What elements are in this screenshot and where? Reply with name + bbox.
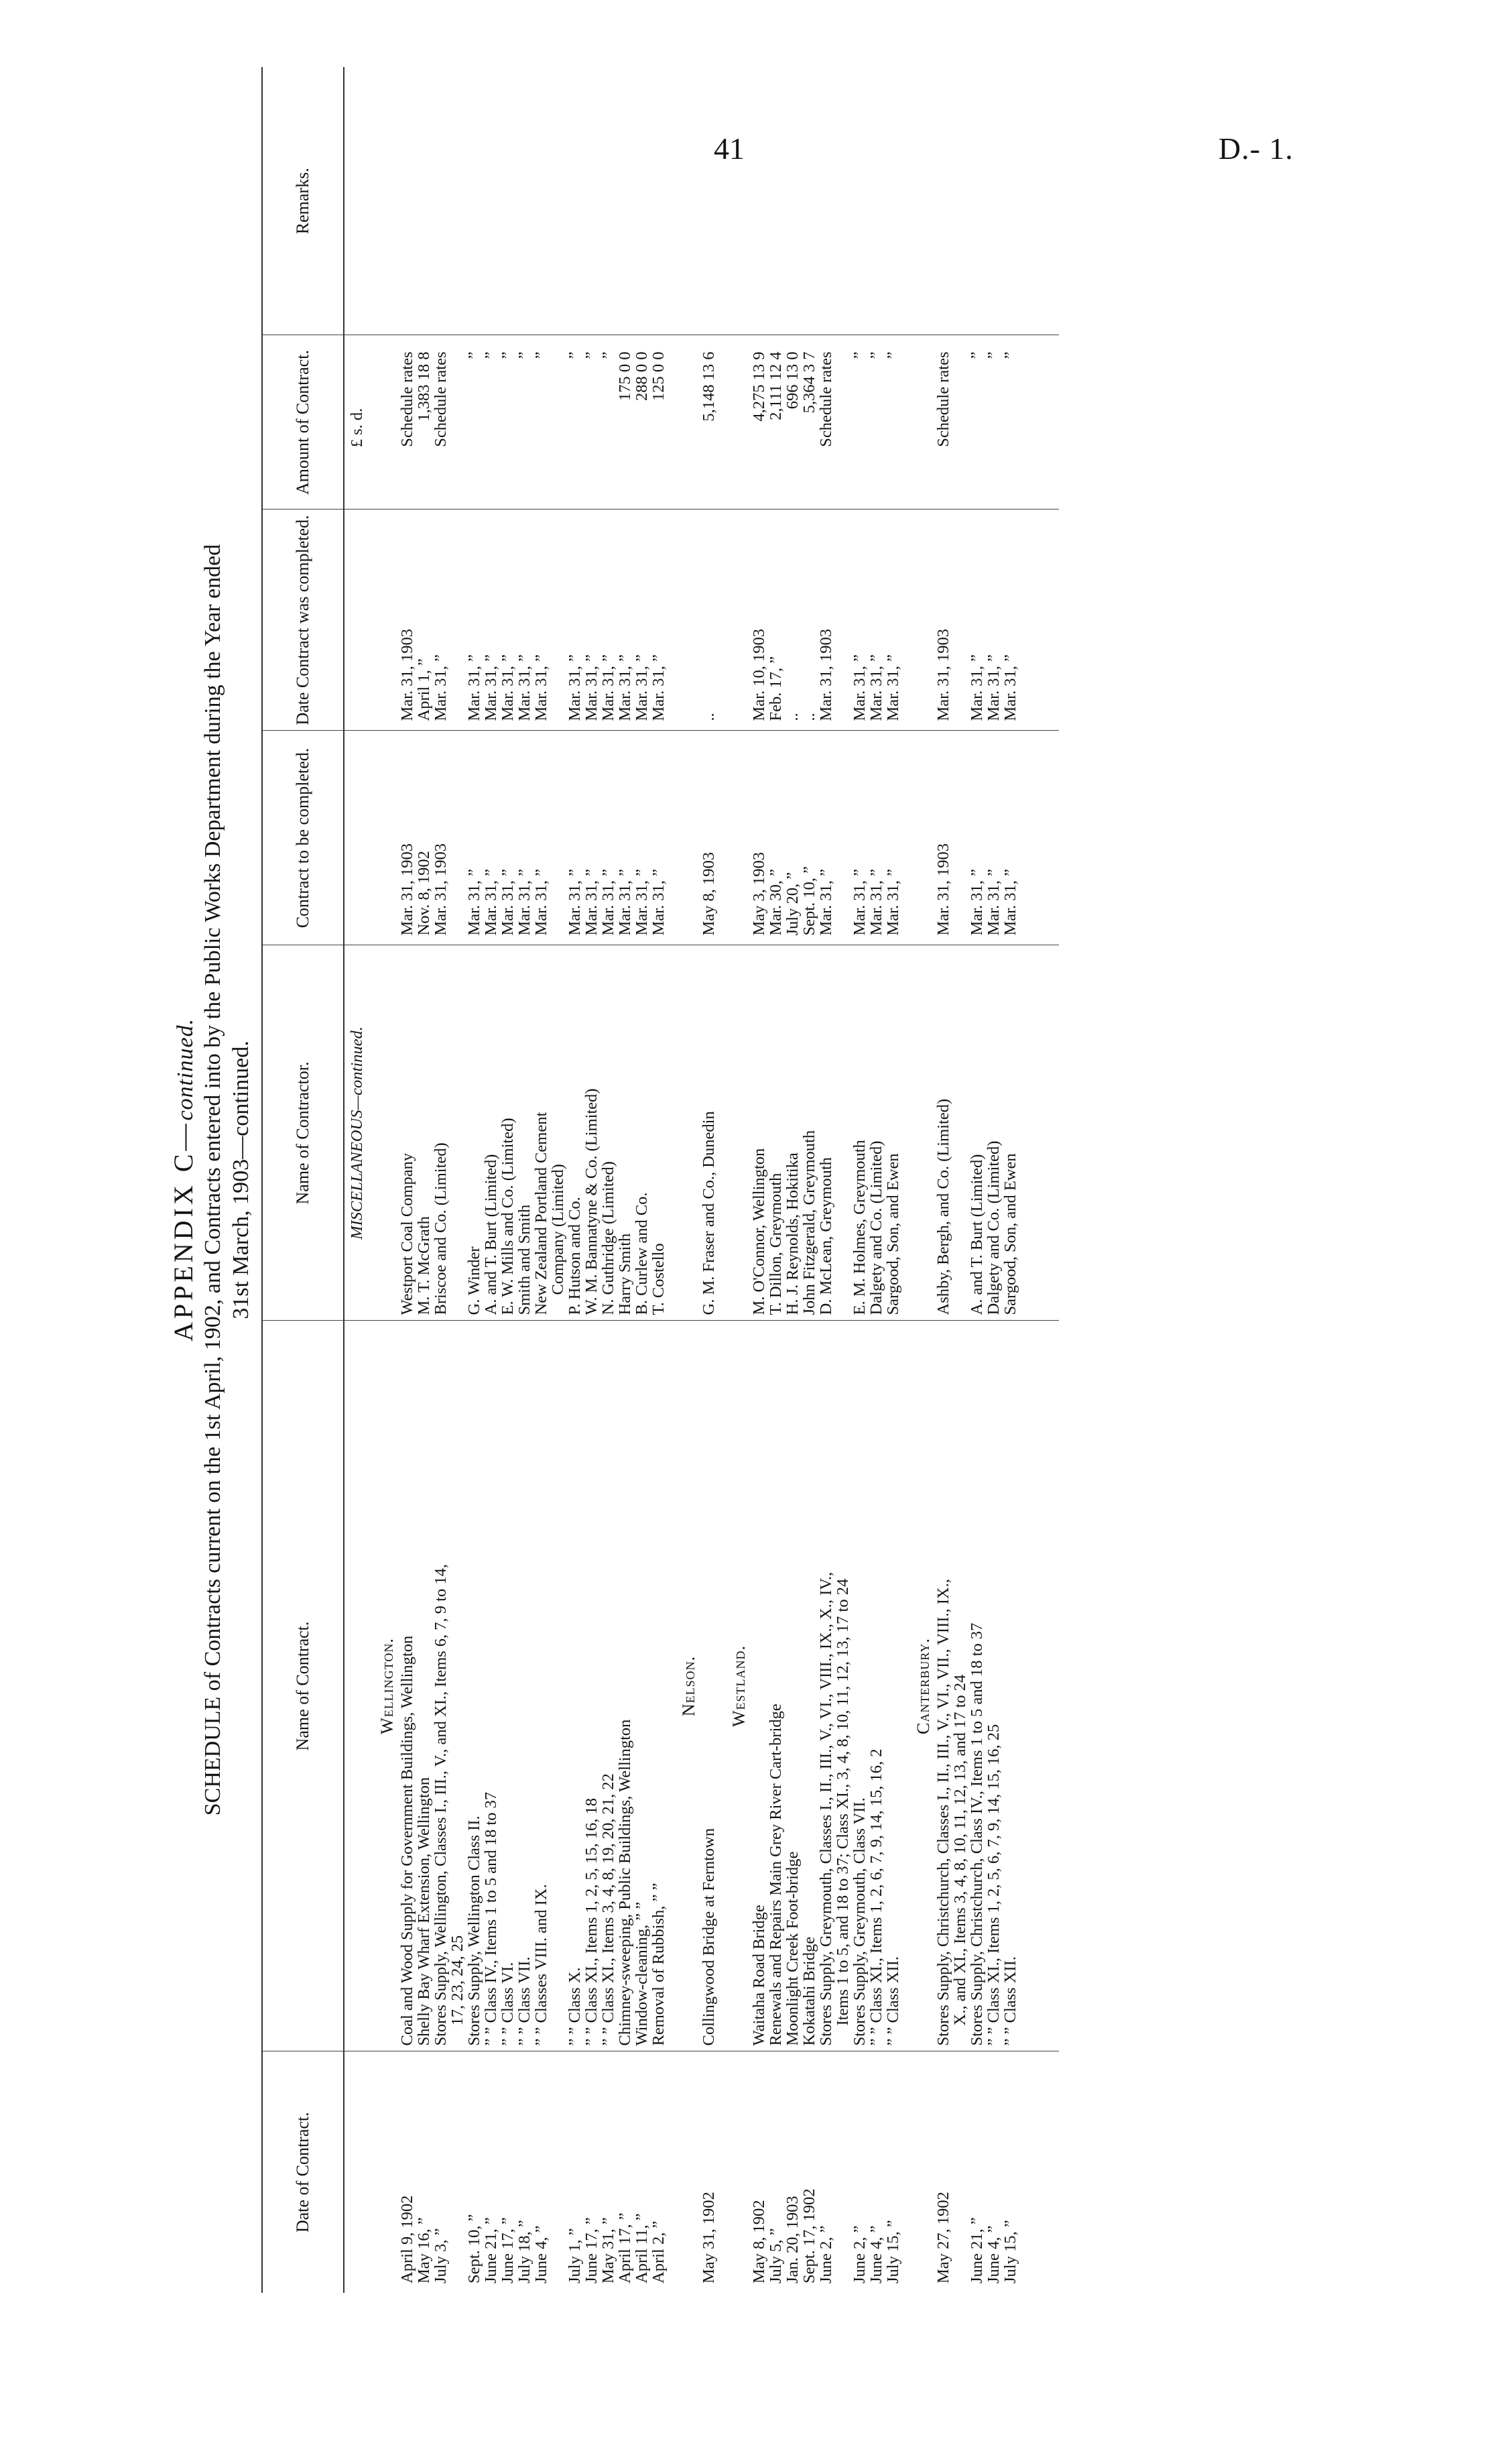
table-row bbox=[466, 67, 483, 2293]
col-header-amount: Amount of Contract. bbox=[262, 335, 344, 510]
cell-contract-name: Stores Supply, Wellington, Classes I., III., V., and XI., Items 6, 7, 9 to 14, bbox=[432, 1321, 449, 2051]
table-row bbox=[617, 67, 633, 2293]
cell-contract-name-continued: Items 1 to 5, and 18 to 37; Class XI., 3, 4, 8, 10, 11, 12, 13, 17 to 24 bbox=[834, 1578, 852, 2026]
col-header-name: Name of Contract. bbox=[262, 1321, 344, 2051]
cell-remarks bbox=[751, 67, 767, 335]
cell-date: July 15, ” bbox=[1001, 2220, 1019, 2283]
cell-date bbox=[449, 2051, 466, 2293]
cell-date: May 27, 1902 bbox=[934, 2192, 952, 2283]
cell-amount: Schedule rates bbox=[432, 335, 449, 510]
table-row bbox=[952, 67, 968, 2293]
section-heading: Wellington. bbox=[377, 1638, 397, 1734]
cell-remarks bbox=[617, 67, 633, 335]
schedule-title: SCHEDULE of Contracts current on the 1st April, 1902, and Contracts entered into by the Public Works Department during the Year ended bbox=[200, 544, 225, 1816]
cell-remarks bbox=[834, 67, 851, 335]
cell-contractor: E. W. Mills and Co. (Limited) bbox=[499, 945, 516, 1321]
header-row bbox=[262, 67, 344, 2293]
cell-to-be-completed: Mar. 31, ” bbox=[516, 731, 533, 945]
cell-amount: 5,364 3 7 bbox=[801, 335, 818, 510]
cell-contract-name: Stores Supply, Christchurch, Classes I., II., III., V., VI., VII., VIII., IX., bbox=[935, 1321, 952, 2051]
cell-contractor: Briscoe and Co. (Limited) bbox=[432, 945, 449, 1321]
schedule-title-line2: 31st March, 1903—continued. bbox=[229, 1040, 253, 1319]
cell-was-completed: Mar. 31, ” bbox=[533, 510, 550, 731]
cell-amount bbox=[550, 335, 566, 510]
cell-date: June 21, ” bbox=[968, 2217, 986, 2283]
cell-was-completed bbox=[449, 510, 466, 731]
cell-contract-name-continued: 17, 23, 24, 25 bbox=[448, 1935, 466, 2026]
cell-date: June 4, ” bbox=[532, 2225, 550, 2283]
cell-amount: 5,148 13 6 bbox=[700, 335, 717, 510]
cell-to-be-completed: Mar. 31, ” bbox=[566, 731, 583, 945]
cell-date: April 17, ” bbox=[616, 2212, 634, 2283]
cell-contractor: M. O'Connor, Wellington bbox=[751, 945, 767, 1321]
cell-contractor: Sargood, Son, and Ewen bbox=[885, 945, 901, 1321]
cell-remarks bbox=[600, 67, 617, 335]
table-row bbox=[516, 67, 533, 2293]
cell-contract-name: ” ” Class VII. bbox=[516, 1321, 533, 2051]
cell-date: Sept. 17, 1902 bbox=[800, 2188, 818, 2283]
cell-contractor: P. Hutson and Co. bbox=[566, 945, 583, 1321]
cell-amount: ” bbox=[1002, 335, 1019, 510]
cell-amount: ” bbox=[985, 335, 1002, 510]
cell-was-completed: Mar. 10, 1903 bbox=[751, 510, 767, 731]
cell-date: Sept. 10, ” bbox=[465, 2214, 483, 2283]
cell-remarks bbox=[550, 67, 566, 335]
cell-contractor: G. M. Fraser and Co., Dunedin bbox=[700, 945, 717, 1321]
table-row bbox=[834, 67, 851, 2293]
cell-was-completed: Mar. 31, ” bbox=[432, 510, 449, 731]
cell-contract-name: ” ” Class XI., Items 1, 2, 5, 15, 16, 18 bbox=[583, 1321, 600, 2051]
cell-to-be-completed: Mar. 31, ” bbox=[600, 731, 617, 945]
cell-date bbox=[952, 2051, 968, 2293]
table-row bbox=[583, 67, 600, 2293]
cell-to-be-completed: Mar. 31, ” bbox=[533, 731, 550, 945]
cell-contract-name: Stores Supply, Greymouth, Classes I., II., III., V., VI., VIII., IX., X., IV., bbox=[818, 1321, 834, 2051]
cell-contract-name: ” ” Class XII. bbox=[885, 1321, 901, 2051]
cell-contract-name: Coal and Wood Supply for Government Buildings, Wellington bbox=[399, 1321, 416, 2051]
cell-contractor: D. McLean, Greymouth bbox=[818, 945, 834, 1321]
cell-date: June 2, ” bbox=[850, 2225, 869, 2283]
table-row bbox=[985, 67, 1002, 2293]
cell-amount: ” bbox=[499, 335, 516, 510]
table-row bbox=[935, 67, 952, 2293]
cell-to-be-completed: Mar. 31, ” bbox=[885, 731, 901, 945]
cell-to-be-completed: Mar. 31, ” bbox=[466, 731, 483, 945]
table-row bbox=[784, 67, 801, 2293]
table-row bbox=[700, 67, 717, 2293]
cell-amount: ” bbox=[600, 335, 617, 510]
cell-to-be-completed: Mar. 31, ” bbox=[1002, 731, 1019, 945]
section-heading-row bbox=[365, 67, 399, 2293]
cell-contract-name: Chimney-sweeping, Public Buildings, Wellington bbox=[617, 1321, 633, 2051]
table-row bbox=[818, 67, 834, 2293]
cell-amount: 175 0 0 bbox=[617, 335, 633, 510]
table-row bbox=[868, 67, 885, 2293]
cell-to-be-completed bbox=[952, 731, 968, 945]
cell-date: May 16, ” bbox=[415, 2217, 433, 2283]
table-row bbox=[650, 67, 667, 2293]
cell-to-be-completed: Mar. 31, ” bbox=[868, 731, 885, 945]
cell-remarks bbox=[985, 67, 1002, 335]
cell-amount: Schedule rates bbox=[818, 335, 834, 510]
table-row bbox=[399, 67, 416, 2293]
cell-to-be-completed: Mar. 31, ” bbox=[483, 731, 499, 945]
cell-contractor: T. Costello bbox=[650, 945, 667, 1321]
contracts-table bbox=[261, 67, 1059, 2293]
cell-to-be-completed: Mar. 31, 1903 bbox=[432, 731, 449, 945]
cell-was-completed: Mar. 31, 1903 bbox=[399, 510, 416, 731]
table-row bbox=[851, 67, 868, 2293]
table-row bbox=[449, 67, 466, 2293]
table-row bbox=[600, 67, 617, 2293]
cell-amount: 4,275 13 9 bbox=[751, 335, 767, 510]
col-header-date: Date of Contract. bbox=[262, 2051, 344, 2293]
cell-to-be-completed bbox=[834, 731, 851, 945]
cell-contractor: New Zealand Portland Cement bbox=[533, 945, 550, 1321]
cell-amount: Schedule rates bbox=[935, 335, 952, 510]
cell-remarks bbox=[466, 67, 483, 335]
cell-date: July 18, ” bbox=[515, 2220, 533, 2283]
cell-to-be-completed: Mar. 31, ” bbox=[583, 731, 600, 945]
cell-amount bbox=[449, 335, 466, 510]
cell-contract-name: Stores Supply, Greymouth, Class VII. bbox=[851, 1321, 868, 2051]
cell-to-be-completed: Mar. 31, ” bbox=[633, 731, 650, 945]
cell-contract-name: ” ” Class XI., Items 1, 2, 6, 7, 9, 14, 15, 16, 2 bbox=[868, 1321, 885, 2051]
cell-was-completed: Mar. 31, ” bbox=[583, 510, 600, 731]
cell-was-completed: Mar. 31, ” bbox=[1002, 510, 1019, 731]
cell-to-be-completed: Mar. 31, ” bbox=[851, 731, 868, 945]
cell-date: July 1, ” bbox=[566, 2228, 584, 2283]
cell-was-completed: Mar. 31, ” bbox=[566, 510, 583, 731]
cell-to-be-completed: May 8, 1903 bbox=[700, 731, 717, 945]
cell-amount bbox=[952, 335, 968, 510]
table-end-spacer bbox=[1019, 67, 1059, 2293]
cell-remarks bbox=[416, 67, 432, 335]
cell-amount: 125 0 0 bbox=[650, 335, 667, 510]
cell-amount: ” bbox=[885, 335, 901, 510]
cell-contract-name: Moonlight Creek Foot-bridge bbox=[784, 1321, 801, 2051]
appendix-word: APPENDIX bbox=[168, 1182, 198, 1342]
cell-amount: Schedule rates bbox=[399, 335, 416, 510]
table-row bbox=[483, 67, 499, 2293]
table-row bbox=[432, 67, 449, 2293]
cell-was-completed: .. bbox=[801, 510, 818, 731]
cell-date: July 15, ” bbox=[884, 2220, 902, 2283]
cell-contract-name bbox=[834, 1321, 851, 2051]
cell-contract-name: Collingwood Bridge at Ferntown bbox=[700, 1321, 717, 2051]
cell-remarks bbox=[818, 67, 834, 335]
cell-contract-name: Window-cleaning, ” ” bbox=[633, 1321, 650, 2051]
cell-was-completed: Mar. 31, ” bbox=[600, 510, 617, 731]
table-row bbox=[885, 67, 901, 2293]
cell-remarks bbox=[633, 67, 650, 335]
cell-was-completed: .. bbox=[784, 510, 801, 731]
misc-heading: MISCELLANEOUS—continued. bbox=[348, 1026, 366, 1240]
table-row bbox=[968, 67, 985, 2293]
cell-remarks bbox=[533, 67, 550, 335]
cell-remarks bbox=[784, 67, 801, 335]
amount-units: £ s. d. bbox=[344, 335, 365, 510]
cell-remarks bbox=[483, 67, 499, 335]
cell-to-be-completed bbox=[550, 731, 566, 945]
cell-to-be-completed: Sept. 10, ” bbox=[801, 731, 818, 945]
cell-was-completed: Mar. 31, ” bbox=[466, 510, 483, 731]
cell-amount: ” bbox=[583, 335, 600, 510]
cell-amount: ” bbox=[533, 335, 550, 510]
cell-remarks bbox=[952, 67, 968, 335]
cell-contract-name: Stores Supply, Wellington Class II. bbox=[466, 1321, 483, 2051]
cell-was-completed: Feb. 17, ” bbox=[767, 510, 784, 731]
section-heading: Westland. bbox=[729, 1645, 749, 1728]
cell-remarks bbox=[1002, 67, 1019, 335]
table-row bbox=[633, 67, 650, 2293]
cell-was-completed: Mar. 31, ” bbox=[633, 510, 650, 731]
cell-was-completed bbox=[834, 510, 851, 731]
col-header-was-completed: Date Contract was completed. bbox=[262, 510, 344, 731]
cell-contractor: T. Dillon, Greymouth bbox=[767, 945, 784, 1321]
cell-to-be-completed: Mar. 31, ” bbox=[985, 731, 1002, 945]
heading bbox=[168, 67, 255, 2293]
cell-amount: ” bbox=[466, 335, 483, 510]
cell-was-completed: April 1, ” bbox=[416, 510, 432, 731]
cell-date: July 3, ” bbox=[432, 2228, 450, 2283]
cell-amount: 696 13 0 bbox=[784, 335, 801, 510]
table-row bbox=[751, 67, 767, 2293]
cell-contract-name: ” ” Class XI., Items 3, 4, 8, 19, 20, 21, 22 bbox=[600, 1321, 617, 2051]
cell-contractor: Westport Coal Company bbox=[399, 945, 416, 1321]
cell-contractor: H. J. Reynolds, Hokitika bbox=[784, 945, 801, 1321]
cell-amount: ” bbox=[566, 335, 583, 510]
cell-was-completed: Mar. 31, 1903 bbox=[818, 510, 834, 731]
cell-contractor: M. T. McGrath bbox=[416, 945, 432, 1321]
cell-remarks bbox=[935, 67, 952, 335]
cell-amount: 2,111 12 4 bbox=[767, 335, 784, 510]
cell-to-be-completed bbox=[449, 731, 466, 945]
cell-amount: ” bbox=[968, 335, 985, 510]
cell-contract-name: ” ” Classes VIII. and IX. bbox=[533, 1321, 550, 2051]
cell-date: May 31, ” bbox=[599, 2217, 617, 2283]
table-row bbox=[1002, 67, 1019, 2293]
cell-contractor bbox=[550, 945, 566, 1321]
cell-remarks bbox=[432, 67, 449, 335]
cell-date: April 11, ” bbox=[633, 2213, 651, 2283]
cell-was-completed: Mar. 31, ” bbox=[650, 510, 667, 731]
cell-date: May 8, 1902 bbox=[750, 2200, 768, 2283]
cell-contractor: E. M. Holmes, Greymouth bbox=[851, 945, 868, 1321]
cell-contractor: Sargood, Son, and Ewen bbox=[1002, 945, 1019, 1321]
cell-amount: ” bbox=[483, 335, 499, 510]
cell-amount: 1,383 18 8 bbox=[416, 335, 432, 510]
cell-remarks bbox=[968, 67, 985, 335]
cell-contract-name: Removal of Rubbish, ” ” bbox=[650, 1321, 667, 2051]
cell-was-completed: Mar. 31, 1903 bbox=[935, 510, 952, 731]
cell-to-be-completed: Mar. 31, ” bbox=[499, 731, 516, 945]
cell-contract-name: ” ” Class XI., Items 1, 2, 5, 6, 7, 9, 14, 15, 16, 25 bbox=[985, 1321, 1002, 2051]
cell-remarks bbox=[650, 67, 667, 335]
table-row bbox=[801, 67, 818, 2293]
cell-contractor bbox=[449, 945, 466, 1321]
cell-to-be-completed: Mar. 31, ” bbox=[650, 731, 667, 945]
cell-remarks bbox=[399, 67, 416, 335]
cell-amount: 288 0 0 bbox=[633, 335, 650, 510]
cell-date: June 17, ” bbox=[499, 2217, 517, 2283]
cell-was-completed bbox=[550, 510, 566, 731]
cell-was-completed: Mar. 31, ” bbox=[851, 510, 868, 731]
cell-date: May 31, 1902 bbox=[700, 2192, 718, 2283]
cell-remarks bbox=[851, 67, 868, 335]
cell-contractor: W. M. Bannatyne & Co. (Limited) bbox=[583, 945, 600, 1321]
cell-remarks bbox=[767, 67, 784, 335]
cell-was-completed: Mar. 31, ” bbox=[617, 510, 633, 731]
cell-contractor: Harry Smith bbox=[617, 945, 633, 1321]
cell-contractor: Dalgety and Co. (Limited) bbox=[985, 945, 1002, 1321]
cell-amount: ” bbox=[868, 335, 885, 510]
cell-to-be-completed: Mar. 31, ” bbox=[818, 731, 834, 945]
section-heading-row bbox=[667, 67, 700, 2293]
cell-date: April 2, ” bbox=[649, 2220, 668, 2283]
document-code: D.- 1. bbox=[1218, 131, 1294, 166]
cell-contract-name-continued: X., and XI., Items 3, 4, 8, 10, 11, 12, 13, and 17 to 24 bbox=[951, 1674, 969, 2026]
cell-was-completed bbox=[952, 510, 968, 731]
table-row bbox=[767, 67, 784, 2293]
table-row bbox=[550, 67, 566, 2293]
appendix-title bbox=[168, 67, 199, 2293]
cell-contractor: A. and T. Burt (Limited) bbox=[483, 945, 499, 1321]
cell-was-completed: Mar. 31, ” bbox=[499, 510, 516, 731]
cell-date: June 4, ” bbox=[985, 2225, 1003, 2283]
cell-was-completed: .. bbox=[700, 510, 717, 731]
cell-date: June 4, ” bbox=[867, 2225, 885, 2283]
cell-contractor: Dalgety and Co. (Limited) bbox=[868, 945, 885, 1321]
section-heading-row bbox=[901, 67, 935, 2293]
table-row bbox=[566, 67, 583, 2293]
cell-contract-name: ” ” Class VI. bbox=[499, 1321, 516, 2051]
cell-contractor: Smith and Smith bbox=[516, 945, 533, 1321]
cell-remarks bbox=[868, 67, 885, 335]
cell-was-completed: Mar. 31, ” bbox=[516, 510, 533, 731]
section-heading: Nelson. bbox=[679, 1655, 698, 1717]
units-row bbox=[344, 67, 365, 2293]
cell-was-completed: Mar. 31, ” bbox=[968, 510, 985, 731]
appendix-suffix: continued. bbox=[173, 1018, 198, 1121]
cell-contractor: John Fitzgerald, Greymouth bbox=[801, 945, 818, 1321]
cell-contract-name: Kokatahi Bridge bbox=[801, 1321, 818, 2051]
cell-contractor: G. Winder bbox=[466, 945, 483, 1321]
col-header-contractor: Name of Contractor. bbox=[262, 945, 344, 1321]
table-row bbox=[533, 67, 550, 2293]
section-heading-row bbox=[717, 67, 751, 2293]
cell-contractor bbox=[952, 945, 968, 1321]
rotated-sheet bbox=[168, 67, 1414, 2293]
cell-contract-name: Shelly Bay Wharf Extension, Wellington bbox=[416, 1321, 432, 2051]
cell-to-be-completed: Mar. 31, 1903 bbox=[935, 731, 952, 945]
cell-date: June 21, ” bbox=[482, 2217, 500, 2283]
cell-contract-name: ” ” Class X. bbox=[566, 1321, 583, 2051]
cell-amount: ” bbox=[516, 335, 533, 510]
cell-remarks bbox=[583, 67, 600, 335]
cell-date: Jan. 20, 1903 bbox=[783, 2196, 802, 2283]
cell-date: April 9, 1902 bbox=[398, 2195, 416, 2283]
appendix-letter: C— bbox=[168, 1120, 198, 1173]
cell-to-be-completed: Mar. 30, ” bbox=[767, 731, 784, 945]
cell-date: June 17, ” bbox=[582, 2217, 601, 2283]
cell-contract-name: Waitaha Road Bridge bbox=[751, 1321, 767, 2051]
cell-contractor-continued: Company (Limited) bbox=[549, 1164, 567, 1295]
cell-contract-name bbox=[449, 1321, 466, 2051]
cell-was-completed: Mar. 31, ” bbox=[483, 510, 499, 731]
cell-contractor: B. Curlew and Co. bbox=[633, 945, 650, 1321]
cell-to-be-completed: Nov. 8, 1902 bbox=[416, 731, 432, 945]
col-header-remarks: Remarks. bbox=[262, 67, 344, 335]
cell-contract-name: ” ” Class XII. bbox=[1002, 1321, 1019, 2051]
cell-date: June 2, ” bbox=[817, 2225, 835, 2283]
cell-was-completed: Mar. 31, ” bbox=[868, 510, 885, 731]
cell-contract-name: ” ” Class IV., Items 1 to 5 and 18 to 37 bbox=[483, 1321, 499, 2051]
cell-date bbox=[834, 2051, 851, 2293]
cell-to-be-completed: July 20, ” bbox=[784, 731, 801, 945]
cell-remarks bbox=[801, 67, 818, 335]
page-number: 41 bbox=[714, 131, 745, 166]
cell-to-be-completed: Mar. 31, ” bbox=[968, 731, 985, 945]
cell-contractor bbox=[834, 945, 851, 1321]
table-row bbox=[499, 67, 516, 2293]
cell-contract-name bbox=[550, 1321, 566, 2051]
cell-date bbox=[550, 2051, 566, 2293]
cell-remarks bbox=[516, 67, 533, 335]
cell-amount: ” bbox=[851, 335, 868, 510]
cell-contractor: A. and T. Burt (Limited) bbox=[968, 945, 985, 1321]
cell-was-completed: Mar. 31, ” bbox=[985, 510, 1002, 731]
table-body bbox=[344, 67, 1059, 2293]
cell-to-be-completed: Mar. 31, ” bbox=[617, 731, 633, 945]
cell-remarks bbox=[449, 67, 466, 335]
col-header-to-be-completed: Contract to be completed. bbox=[262, 731, 344, 945]
cell-remarks bbox=[885, 67, 901, 335]
cell-to-be-completed: Mar. 31, 1903 bbox=[399, 731, 416, 945]
cell-contract-name: Stores Supply, Christchurch, Class IV., Items 1 to 5 and 18 to 37 bbox=[968, 1321, 985, 2051]
cell-to-be-completed: May 3, 1903 bbox=[751, 731, 767, 945]
cell-date: July 5, ” bbox=[767, 2228, 785, 2283]
cell-contract-name bbox=[952, 1321, 968, 2051]
section-heading: Canterbury. bbox=[914, 1638, 933, 1734]
cell-remarks bbox=[499, 67, 516, 335]
table-row bbox=[416, 67, 432, 2293]
cell-amount bbox=[834, 335, 851, 510]
cell-remarks bbox=[566, 67, 583, 335]
cell-contractor: N. Guthridge (Limited) bbox=[600, 945, 617, 1321]
cell-was-completed: Mar. 31, ” bbox=[885, 510, 901, 731]
cell-contract-name: Renewals and Repairs Main Grey River Cart-bridge bbox=[767, 1321, 784, 2051]
cell-contractor: Ashby, Bergh, and Co. (Limited) bbox=[935, 945, 952, 1321]
cell-remarks bbox=[700, 67, 717, 335]
